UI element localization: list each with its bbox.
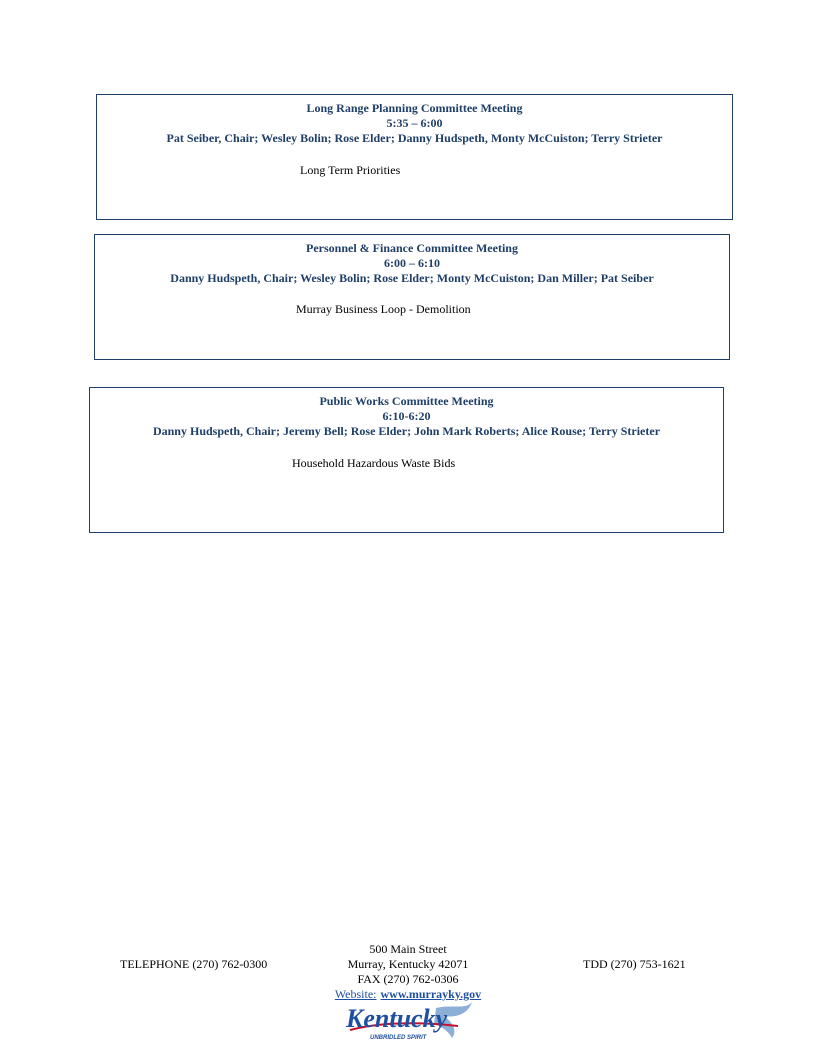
website-label: Website: [334,987,377,1001]
address-block [300,942,516,1002]
agenda-item: Long Term Priorities [300,163,401,177]
agenda-item: Murray Business Loop - Demolition [296,302,471,316]
meeting-header [97,95,732,146]
meeting-box-personnel-finance [94,234,730,360]
meeting-title: Personnel & Finance Committee Meeting [306,241,518,255]
telephone-number: TELEPHONE (270) 762-0300 [120,957,268,971]
meeting-time: 6:10-6:20 [382,409,431,423]
meeting-members: Danny Hudspeth, Chair; Jeremy Bell; Rose Elder; John Mark Roberts; Alice Rouse; Terry Strieter [152,424,661,438]
website-link[interactable]: www.murrayky.gov [380,987,482,1001]
meeting-title: Public Works Committee Meeting [319,394,494,408]
meeting-box-public-works [89,387,724,533]
address-city: Murray, Kentucky 42071 [347,957,469,971]
meeting-header [95,235,729,286]
meeting-box-long-range-planning [96,94,733,220]
fax-number: FAX (270) 762-0306 [357,972,459,986]
logo-text: Kentucky [346,1004,448,1033]
tdd-number: TDD (270) 753-1621 [583,957,686,971]
kentucky-logo [340,1000,480,1042]
agenda-item: Household Hazardous Waste Bids [292,456,456,470]
meeting-time: 5:35 – 6:00 [386,116,443,130]
meeting-members: Pat Seiber, Chair; Wesley Bolin; Rose Elder; Danny Hudspeth, Monty McCuiston; Terry Strieter [166,131,663,145]
meeting-members: Danny Hudspeth, Chair; Wesley Bolin; Rose Elder; Monty McCuiston; Dan Miller; Pat Seiber [170,271,654,285]
meeting-title: Long Range Planning Committee Meeting [306,101,523,115]
meeting-header [90,388,723,439]
logo-tagline: UNBRIDLED SPIRIT [370,1035,427,1041]
meeting-time: 6:00 – 6:10 [384,256,440,270]
address-street: 500 Main Street [369,942,447,956]
